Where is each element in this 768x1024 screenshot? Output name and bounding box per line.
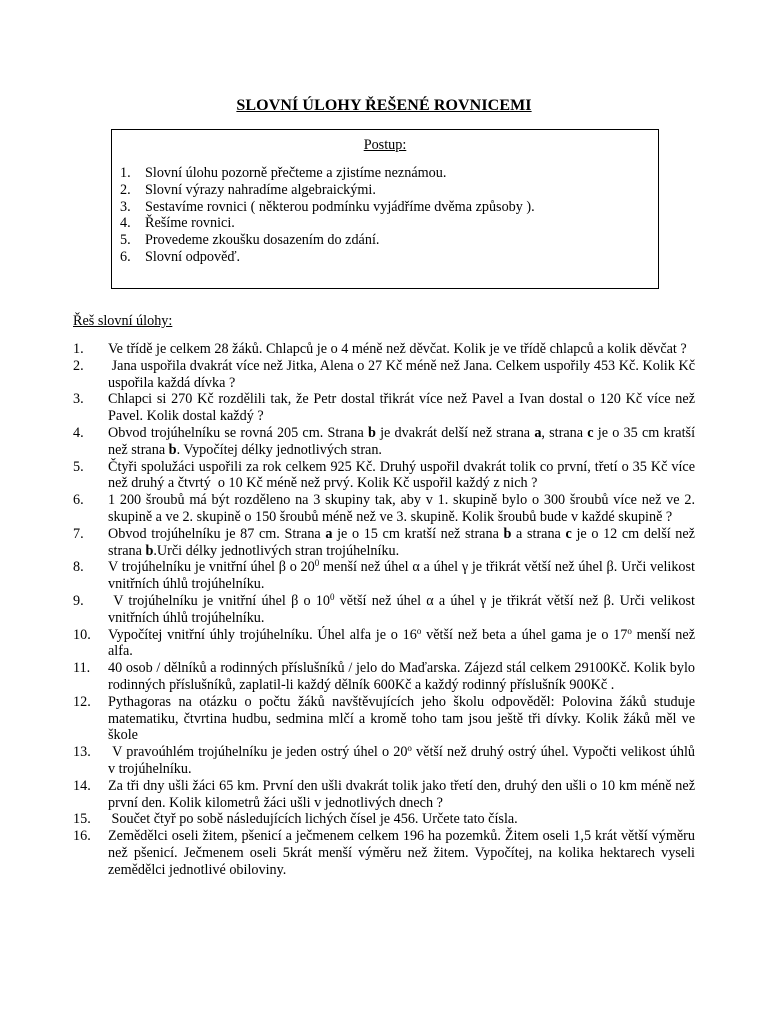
task-number: 12. — [73, 693, 91, 710]
task-text: Za tři dny ušli žáci 65 km. První den ušli dvakrát tolik jako třetí den, druhý den ušli o 10 km méně než první den. Kolik kilometrů žáci ušli v jednotlivých dnech ? — [108, 777, 695, 811]
procedure-box — [111, 129, 659, 289]
task-text: Chlapci si 270 Kč rozdělili tak, že Petr dostal třikrát více než Pavel a Ivan dostal o 120 Kč více než Pavel. Kolik dostal každý ? — [108, 391, 695, 425]
step-text: Provedeme zkoušku dosazením do zdání. — [145, 232, 380, 249]
task-number: 7. — [73, 525, 84, 542]
procedure-step — [120, 232, 535, 249]
step-number: 4. — [120, 215, 131, 232]
task-text: Vypočítej vnitřní úhly trojúhelníku. Úhel alfa je o 16$^o$ větší než beta a úhel gama je o 17$^o$ menší než alfa. — [108, 625, 695, 660]
task-text: V trojúhelníku je vnitřní úhel β o $20^0$ menší než úhel α a úhel γ je třikrát větší než úhel β. Urči velikost vnitřních úhlů trojúhelníku. — [108, 558, 695, 593]
task-item — [73, 526, 695, 560]
task-item — [73, 627, 695, 661]
step-number: 5. — [120, 232, 131, 249]
procedure-heading: Postup: — [363, 137, 407, 153]
task-text: 1 200 šroubů má být rozděleno na 3 skupiny tak, aby v 1. skupině bylo o 300 šroubů více než ve 2. skupině a ve 2. skupině o 150 šroubů méně než ve 3. skupině. Kolik šroubů bude v každé skupině ? — [108, 492, 695, 525]
task-number: 6. — [73, 492, 84, 509]
step-text: Řešíme rovnici. — [145, 215, 235, 232]
step-number: 6. — [120, 248, 131, 265]
task-number: 16. — [73, 828, 91, 845]
task-list — [73, 341, 695, 879]
procedure-steps — [120, 165, 535, 266]
task-text: Zemědělci oseli žitem, pšenicí a ječmenem celkem 196 ha pozemků. Žitem oseli 1,5 krát větší výměru než pšenicí. Ječmenem oseli 5krát menší výměru než žitem. Vypočítej, na kolika hektarech vyseli zemědělci jednotlivé obiloviny. — [108, 828, 695, 878]
task-item — [73, 358, 695, 392]
step-number: 1. — [120, 165, 131, 181]
task-number: 13. — [73, 744, 91, 761]
task-item — [73, 778, 695, 812]
task-item — [73, 459, 695, 493]
task-number: 5. — [73, 458, 84, 475]
task-item — [73, 694, 695, 744]
task-text: Čtyři spolužáci uspořili za rok celkem 925 Kč. Druhý uspořil dvakrát tolik co první, třetí o 35 Kč více než druhý a čtvrtý o 10 Kč méně než prvý. Kolik Kč uspořil každý z nich ? — [108, 458, 695, 492]
step-text: Slovní výrazy nahradíme algebraickými. — [145, 181, 376, 198]
procedure-step — [120, 165, 535, 182]
task-number: 3. — [73, 391, 84, 408]
task-item — [73, 660, 695, 694]
procedure-step — [120, 249, 535, 266]
procedure-step — [120, 182, 535, 199]
task-item — [73, 593, 695, 627]
task-text: 40 osob / dělníků a rodinných příslušníků / jelo do Maďarska. Zájezd stál celkem 29100Kč. Kolik bylo rodinných příslušníků, zaplatil-li každý dělník 600Kč a každý rodinný příslušník 900Kč . — [108, 660, 695, 693]
task-text: Obvod trojúhelníku je 87 cm. Strana a je o 15 cm kratší než strana b a strana c je o 12 cm delší než strana b.Urči délky jednotlivých stran trojúhelníku. — [108, 525, 695, 559]
task-text: Ve třídě je celkem 28 žáků. Chlapců je o 4 méně než děvčat. Kolik je ve třídě chlapců a kolik děvčat ? — [108, 341, 687, 357]
task-number: 11. — [73, 660, 91, 677]
task-number: 4. — [73, 424, 84, 441]
task-item — [73, 559, 695, 593]
step-text: Slovní odpověď. — [145, 248, 241, 265]
task-number: 1. — [73, 341, 84, 357]
task-text: Pythagoras na otázku o počtu žáků navštěvujících jeho školu odpověděl: Polovina žáků studuje matematiku, čtvrtina hudbu, sedmina mlčí a kromě toho tam jsou ještě tři dívky. Kolik žáků měl ve škole — [108, 693, 695, 744]
task-text: Součet čtyř po sobě následujících lichých čísel je 456. Určete tato čísla. — [108, 811, 518, 828]
step-number: 3. — [120, 198, 131, 215]
task-item — [73, 391, 695, 425]
task-number: 2. — [73, 357, 84, 374]
page-title: SLOVNÍ ÚLOHY ŘEŠENÉ ROVNICEMI — [236, 97, 532, 114]
task-number: 9. — [73, 592, 84, 609]
task-item — [73, 492, 695, 526]
task-item — [73, 744, 695, 778]
procedure-step — [120, 215, 535, 232]
step-text: Slovní úlohu pozorně přečteme a zjistíme neznámou. — [145, 165, 447, 181]
task-text: V trojúhelníku je vnitřní úhel β o $10^0$ větší než úhel α a úhel γ je třikrát větší než β. Urči velikost vnitřních úhlů trojúhelníku. — [108, 591, 695, 626]
task-number: 10. — [73, 626, 91, 643]
task-number: 8. — [73, 559, 84, 576]
task-number: 15. — [73, 811, 91, 828]
task-item — [73, 425, 695, 459]
procedure-step — [120, 199, 535, 216]
step-number: 2. — [120, 181, 131, 198]
step-text: Sestavíme rovnici ( některou podmínku vyjádříme dvěma způsoby ). — [145, 198, 535, 215]
task-item — [73, 828, 695, 878]
task-number: 14. — [73, 777, 91, 794]
task-item — [73, 341, 695, 358]
task-item — [73, 811, 695, 828]
task-text: Obvod trojúhelníku se rovná 205 cm. Strana b je dvakrát delší než strana a, strana c je o 35 cm kratší než strana b. Vypočítej délky jednotlivých stran. — [108, 424, 696, 458]
task-text: V pravoúhlém trojúhelníku je jeden ostrý úhel o 20$^o$ větší než druhý ostrý úhel. Vypočti velikost úhlů v trojúhelníku. — [108, 743, 695, 777]
task-text: Jana uspořila dvakrát více než Jitka, Alena o 27 Kč méně než Jana. Celkem uspořily 453 Kč. Kolik Kč uspořila každá dívka ? — [108, 357, 695, 391]
tasks-heading: Řeš slovní úlohy: — [73, 313, 173, 329]
